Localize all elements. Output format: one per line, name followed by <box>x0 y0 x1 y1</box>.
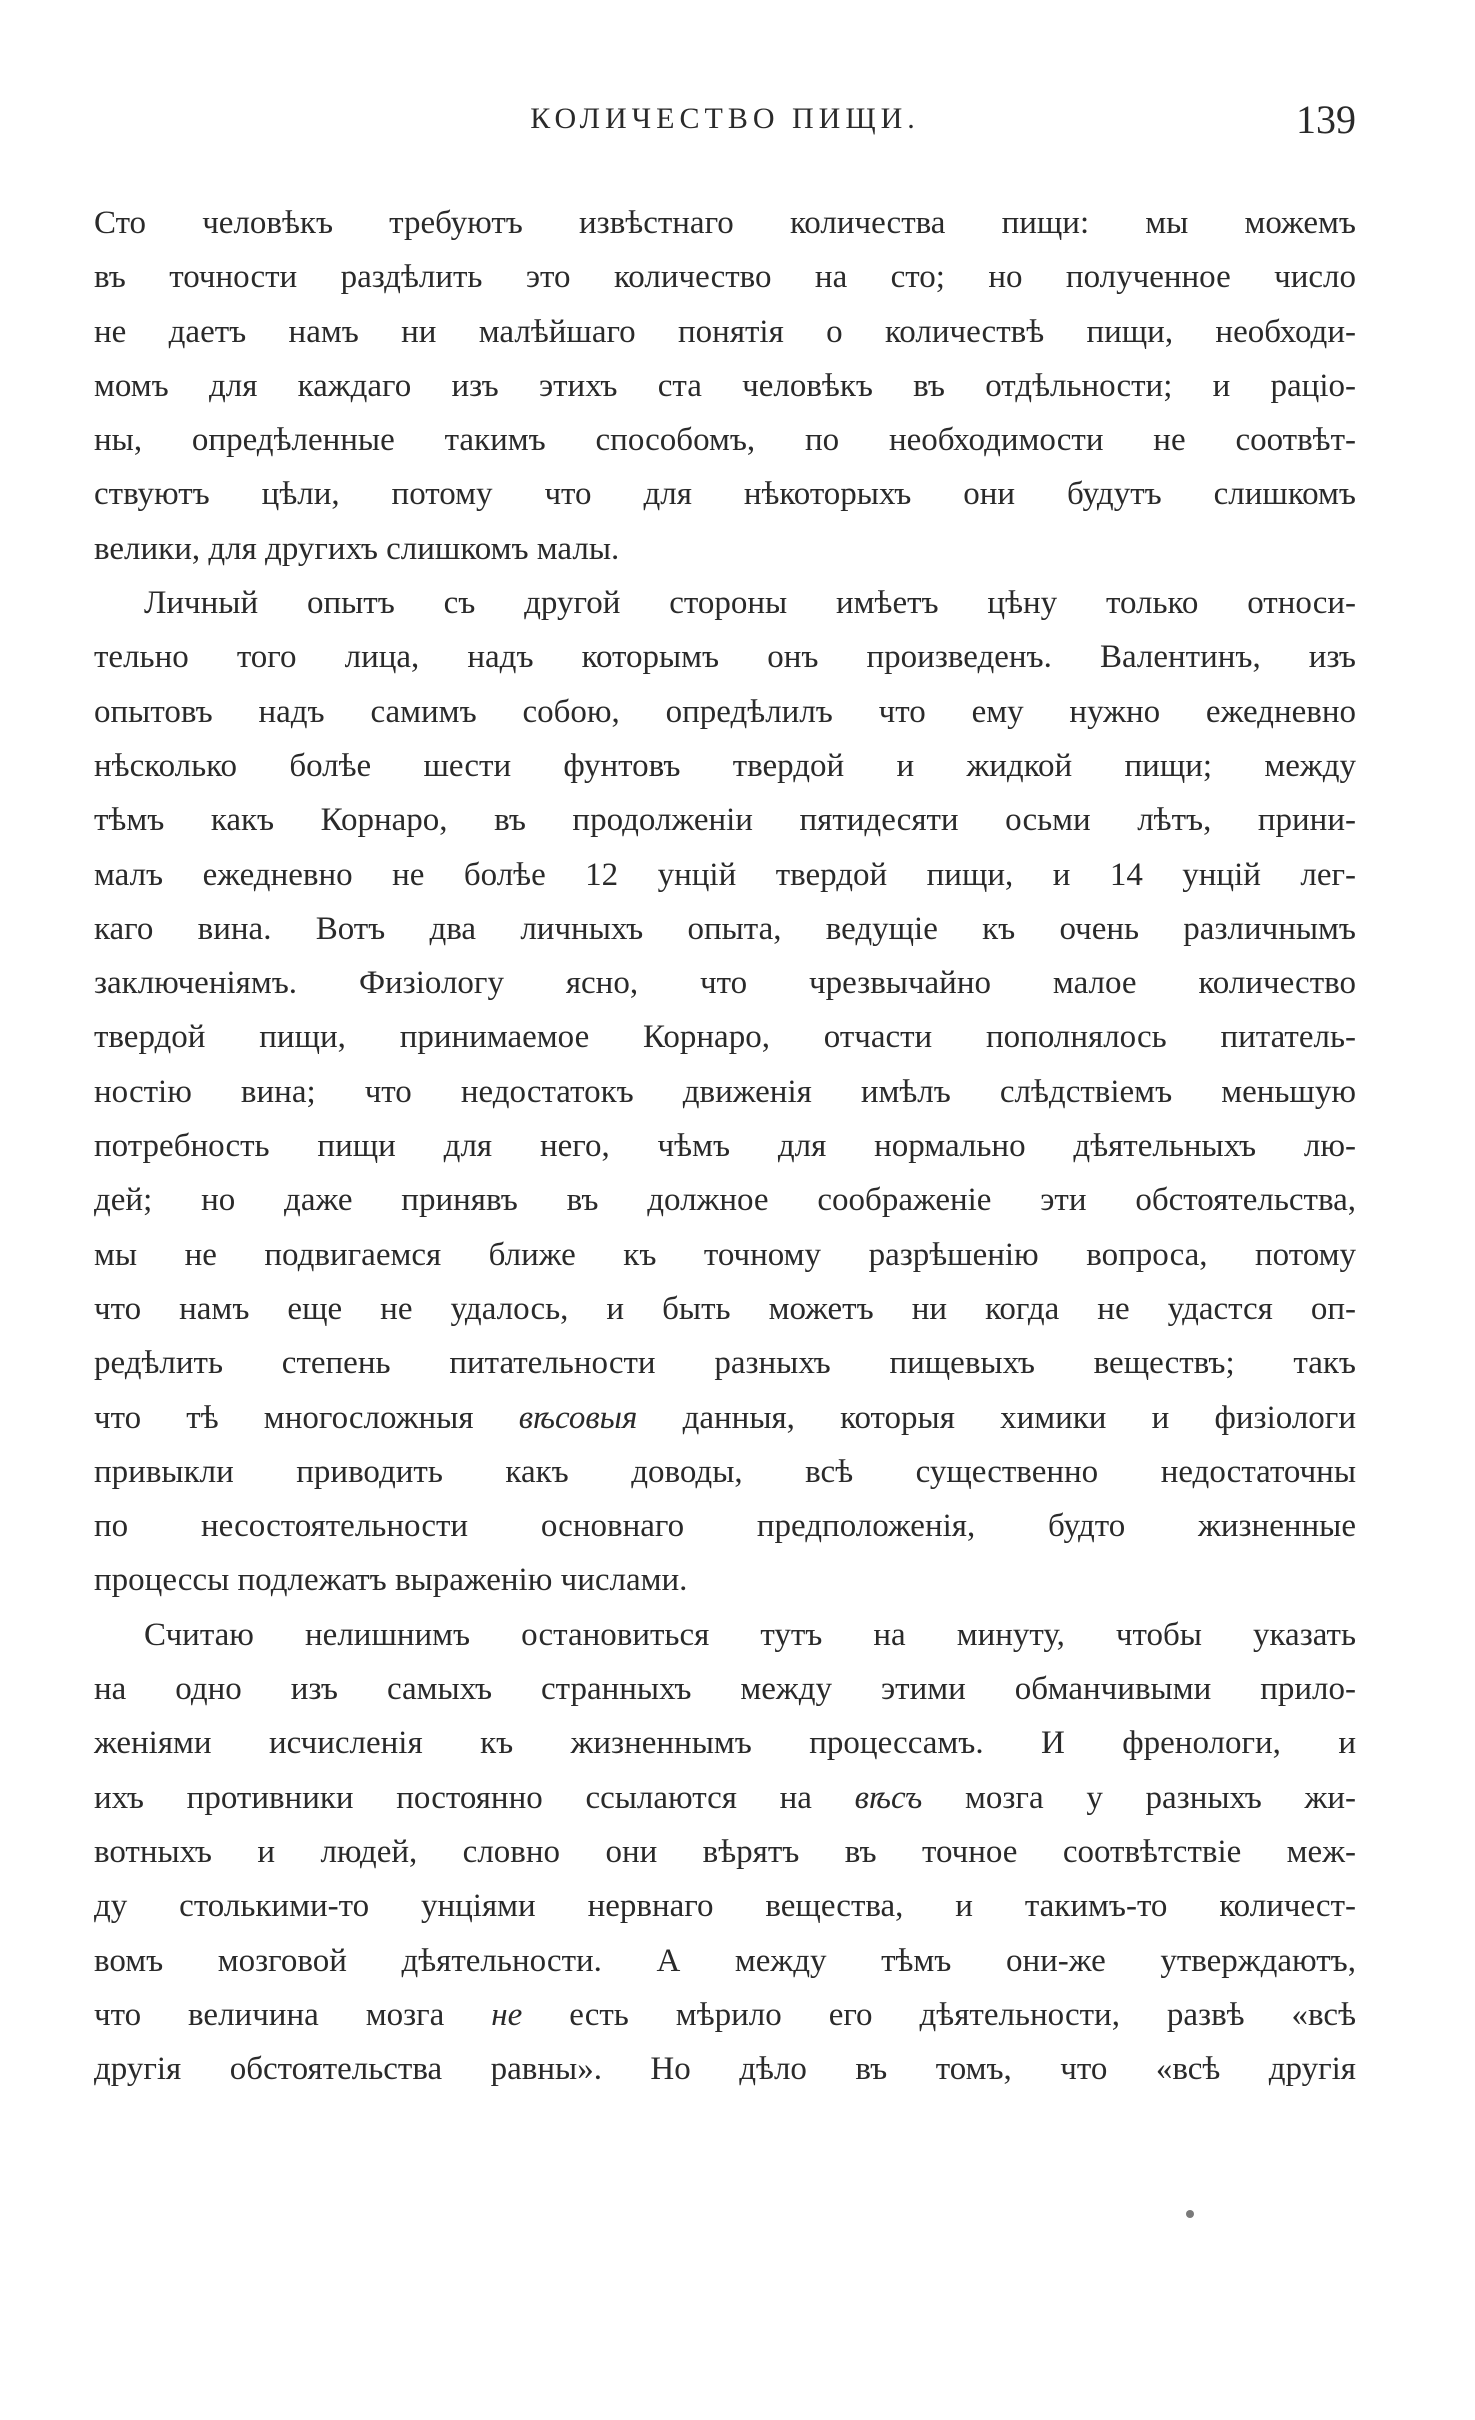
page-number: 139 <box>1296 97 1356 142</box>
italic-word: вѣсовыя <box>518 1399 638 1436</box>
text-segment: что тѣ многосложныя <box>94 1399 519 1436</box>
text-line: ны, опредѣленные такимъ способомъ, по необходимости не соотвѣт- <box>94 422 1356 459</box>
italic-word: вѣсъ <box>854 1779 923 1816</box>
text-line: вомъ мозговой дѣятельности. А между тѣмъ они-же утверждаютъ, <box>94 1942 1356 1979</box>
text-line: ду столькими-то унціями нервнаго вещества, и такимъ-то количест- <box>94 1888 1356 1925</box>
text-line: нѣсколько болѣе шести фунтовъ твердой и жидкой пищи; между <box>94 747 1356 784</box>
text-line: момъ для каждаго изъ этихъ ста человѣкъ въ отдѣльности; и раціо- <box>94 367 1356 404</box>
text-line: ностію вина; что недостатокъ движенія имѣлъ слѣдствіемъ меньшую <box>94 1073 1356 1110</box>
text-line: потребность пищи для него, чѣмъ для нормально дѣятельныхъ лю- <box>94 1128 1356 1165</box>
text-segment: данныя, которыя химики и физіологи <box>637 1399 1356 1436</box>
text-segment: есть мѣрило его дѣятельности, развѣ «всѣ <box>522 1996 1356 2033</box>
text-line <box>94 1988 1356 2042</box>
text-line: другія обстоятельства равны». Но дѣло въ томъ, что «всѣ другія <box>94 2051 1356 2088</box>
text-line: тельно того лица, надъ которымъ онъ произведенъ. Валентинъ, изъ <box>94 639 1356 676</box>
text-line: не даетъ намъ ни малѣйшаго понятія о количествѣ пищи, необходи- <box>94 313 1356 350</box>
running-head <box>94 96 1356 156</box>
text-line: Личный опытъ съ другой стороны имѣетъ цѣну только относи- <box>144 585 1356 622</box>
text-line: вотныхъ и людей, словно они вѣрятъ въ точное соотвѣтствіе меж- <box>94 1833 1356 1870</box>
text-line: въ точности раздѣлить это количество на сто; но полученное число <box>94 259 1356 296</box>
text-line: ствуютъ цѣли, потому что для нѣкоторыхъ они будутъ слишкомъ <box>94 476 1356 513</box>
text-line: по несостоятельности основнаго предположенія, будто жизненные <box>94 1508 1356 1545</box>
text-line: что намъ еще не удалось, и быть можетъ ни когда не удастся оп- <box>94 1290 1356 1327</box>
text-line: Считаю нелишнимъ остановиться тутъ на минуту, чтобы указать <box>144 1616 1356 1653</box>
italic-word: не <box>491 1996 523 2033</box>
text-line: дей; но даже принявъ въ должное соображеніе эти обстоятельства, <box>94 1182 1356 1219</box>
text-line: процессы подлежатъ выраженію числами. <box>94 1562 688 1599</box>
text-line: женіями исчисленія къ жизненнымъ процессамъ. И френологи, и <box>94 1725 1356 1762</box>
body-text <box>94 196 1356 2096</box>
text-line <box>94 1771 1356 1825</box>
text-line: каго вина. Вотъ два личныхъ опыта, ведущіе къ очень различнымъ <box>94 910 1356 947</box>
text-line: заключеніямъ. Физіологу ясно, что чрезвычайно малое количество <box>94 965 1356 1002</box>
text-line: велики, для другихъ слишкомъ малы. <box>94 530 620 567</box>
text-line: привыкли приводить какъ доводы, всѣ существенно недостаточны <box>94 1453 1356 1490</box>
text-segment: что величина мозга <box>94 1996 492 2033</box>
text-line: редѣлить степень питательности разныхъ пищевыхъ веществъ; такъ <box>94 1345 1356 1382</box>
text-line: твердой пищи, принимаемое Корнаро, отчасти пополнялось питатель- <box>94 1019 1356 1056</box>
text-segment: мозга у разныхъ жи- <box>922 1779 1356 1816</box>
running-title: КОЛИЧЕСТВО ПИЩИ. <box>530 102 920 135</box>
text-line: Сто человѣкъ требуютъ извѣстнаго количества пищи: мы можемъ <box>94 205 1356 241</box>
text-segment: ихъ противники постоянно ссылаются на <box>94 1779 855 1816</box>
text-line: мы не подвигаемся ближе къ точному разрѣшенію вопроса, потому <box>94 1236 1356 1273</box>
text-line <box>94 1391 1356 1445</box>
text-line: опытовъ надъ самимъ собою, опредѣлилъ что ему нужно ежедневно <box>94 693 1356 730</box>
ink-mark <box>1186 2210 1194 2218</box>
text-line: на одно изъ самыхъ странныхъ между этими обманчивыми прило- <box>94 1671 1356 1708</box>
text-line: малъ ежедневно не болѣе 12 унцій твердой пищи, и 14 унцій лег- <box>94 856 1356 893</box>
text-line: тѣмъ какъ Корнаро, въ продолженіи пятидесяти осьми лѣтъ, прини- <box>94 802 1356 839</box>
